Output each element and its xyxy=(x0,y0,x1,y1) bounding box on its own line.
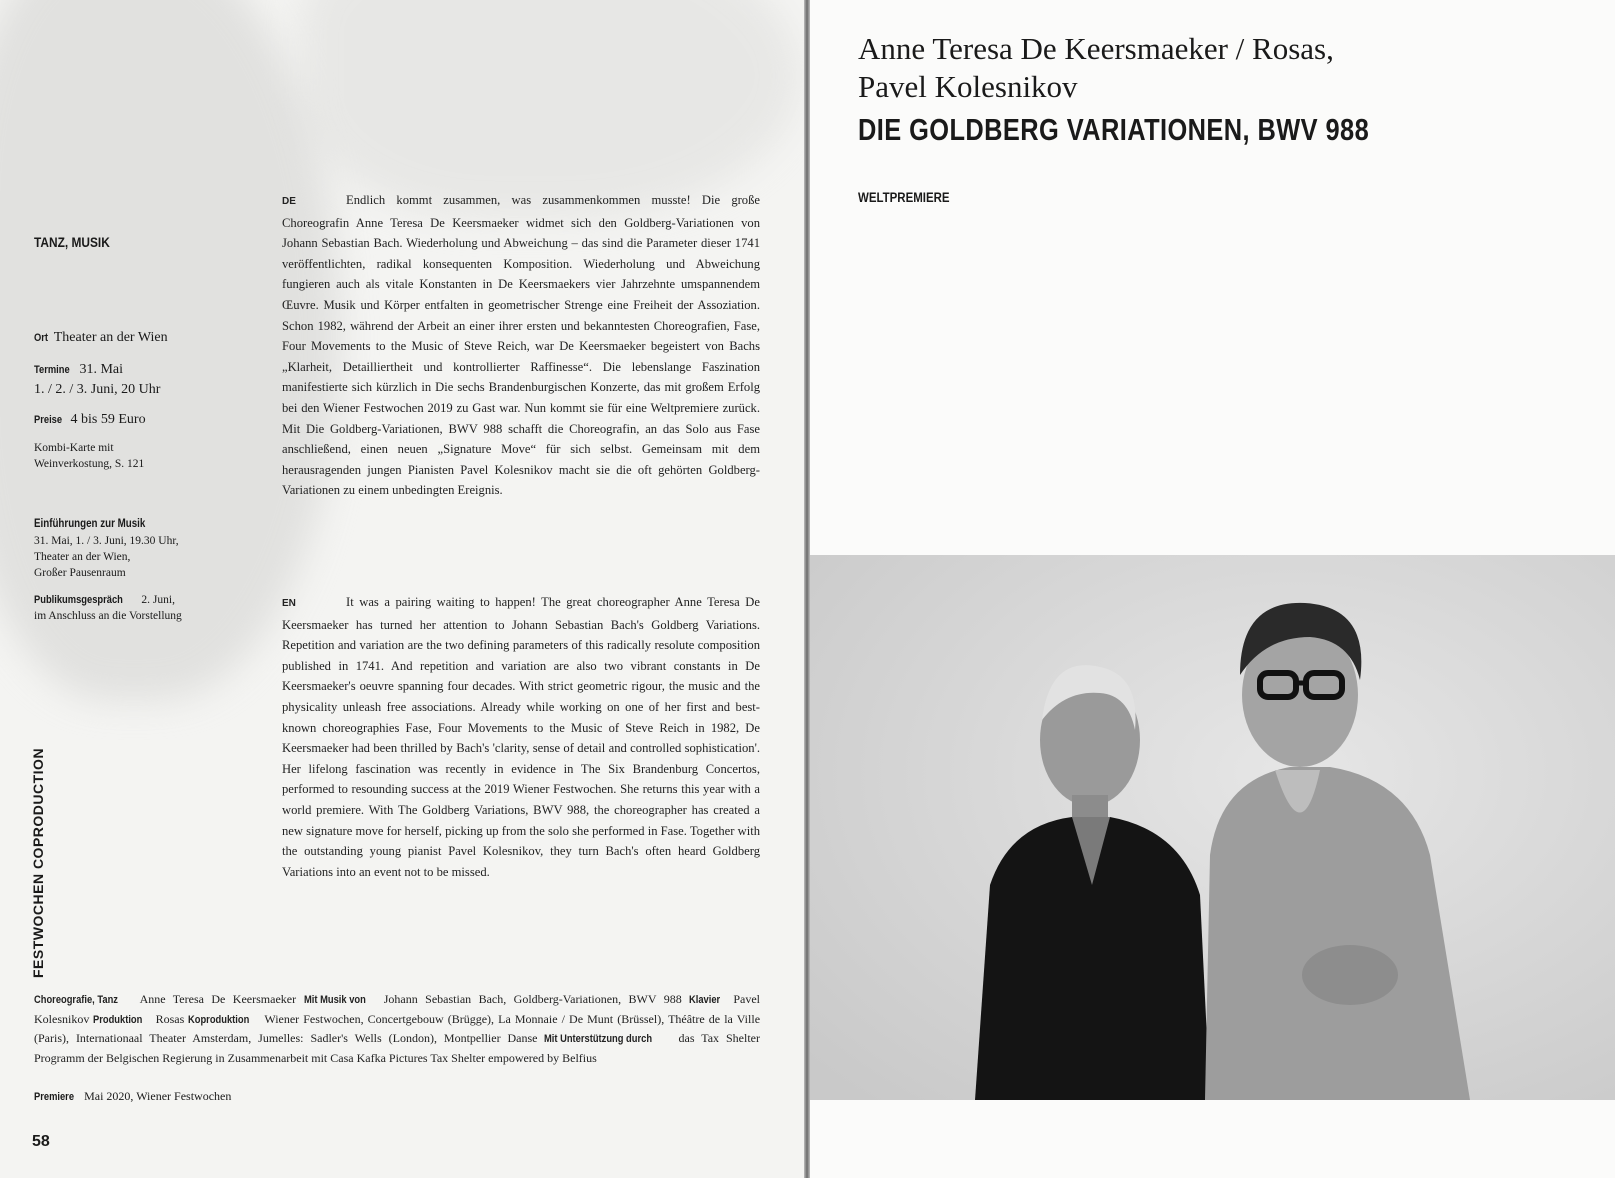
credit-value: Wiener Festwochen, Concertgebouw (Brügge), La Monnaie / De Munt (Brüssel), Théâtre de la Ville (Paris), Internationaal Theater Amsterdam, Jumelles: Sadler's Wells (London), Montpellier Danse xyxy=(34,1011,761,1046)
credit-value: das Tax Shelter Programm der Belgischen Regierung in Zusammenarbeit mit Casa Kafka Pictures Tax Shelter empowered by Belfius xyxy=(34,1031,761,1065)
artist-line-2: Pavel Kolesnikov xyxy=(858,69,1078,104)
credit-label: Koproduktion xyxy=(188,1013,250,1026)
credit-value: Johann Sebastian Bach, Goldberg-Variationen, BWV 988 xyxy=(383,992,682,1006)
portrait-photo xyxy=(810,555,1615,1100)
background-stain xyxy=(300,0,800,220)
dates-label: Termine xyxy=(34,364,70,376)
price-block xyxy=(34,410,254,430)
page-number: 58 xyxy=(32,1133,50,1150)
talk-line-1: 2. Juni, xyxy=(141,594,175,606)
right-page xyxy=(810,0,1615,1178)
dates-block xyxy=(34,360,254,399)
artist-names xyxy=(858,30,1578,106)
venue-value: Theater an der Wien xyxy=(53,330,168,345)
credit-value: Rosas xyxy=(155,1011,185,1026)
venue-label: Ort xyxy=(34,332,49,344)
premiere-value: Mai 2020, Wiener Festwochen xyxy=(84,1089,232,1103)
german-body-text: Endlich kommt zusammen, was zusammenkommen musste! Die große Choreografin Anne Teresa De Keersmaeker widmet sich den Goldberg-Variationen von Johann Sebastian Bach. Wiederholung und Abweichung – das sind die Parameter dieser 1741 veröffentlichten, radikal konsequenten Komposition. Wiederholung und Abweichung fungieren auch als vitale Konstanten in De Keersmaekers vier Jahrzehnte umspannendem Œuvre. Musik und Körper entfalten in geometrischer Strenge eine Freiheit der Assoziation. Schon 1982, während der Arbeit an einer ihrer ersten und bekanntesten Choreografien, Fase, Four Movements to the Music of Steve Reich, war De Keersmaeker begeistert von Bachs „Klarheit, Detailliertheit und kontrollierter Raffinesse“. Die lebenslange Faszination manifestierte sich kürzlich in Die sechs Brandenburgischen Konzerte, das mit großem Erfolg bei den Wiener Festwochen 2019 zu Gast war. Nun kommt sie für eine Weltpremiere zurück. Mit Die Goldberg-Variationen, BWV 988 schafft die Choreografin, an das Solo aus Fase anschließend, einen neuen „Signature Move“ für sich selbst. Gemeinsam mit dem herausragenden jungen Pianisten Pavel Kolesnikov macht sie die oft gehörten Goldberg-Variationen zu einem unbedingten Ereignis. xyxy=(282,193,760,498)
talk-line-2: im Anschluss an die Vorstellung xyxy=(34,610,182,622)
dates-line-2: 1. / 2. / 3. Juni, 20 Uhr xyxy=(34,382,161,397)
talk-label: Publikumsgespräch xyxy=(34,594,123,606)
talk-block xyxy=(34,592,254,624)
production-title: DIE GOLDBERG VARIATIONEN, BWV 988 xyxy=(858,112,1370,147)
combo-line-1: Kombi-Karte mit xyxy=(34,442,114,454)
english-text-column xyxy=(282,592,760,882)
intro-block xyxy=(34,514,254,581)
credit-label: Mit Musik von xyxy=(303,994,366,1006)
intro-line-3: Großer Pausenraum xyxy=(34,567,126,579)
price-label: Preise xyxy=(34,414,63,426)
credits-block xyxy=(34,990,760,1067)
credit-label: Produktion xyxy=(93,1013,143,1026)
lang-label-en: EN xyxy=(282,598,296,609)
german-text-column xyxy=(282,190,760,501)
portrait-illustration xyxy=(810,555,1615,1100)
premiere-line xyxy=(34,1089,231,1104)
credit-value: Anne Teresa De Keersmaeker xyxy=(139,992,297,1006)
venue-block xyxy=(34,328,254,348)
intro-line-1: 31. Mai, 1. / 3. Juni, 19.30 Uhr, xyxy=(34,535,179,547)
artist-line-1: Anne Teresa De Keersmaeker / Rosas, xyxy=(858,31,1334,66)
price-value: 4 bis 59 Euro xyxy=(70,412,146,427)
dates-line-1: 31. Mai xyxy=(79,362,124,377)
premiere-label: Premiere xyxy=(34,1091,75,1103)
left-page xyxy=(0,0,804,1178)
credit-label: Mit Unterstützung durch xyxy=(544,1033,653,1046)
coproduction-vertical-label: FESTWOCHEN COPRODUCTION xyxy=(30,747,46,978)
english-body-text: It was a pairing waiting to happen! The great choreographer Anne Teresa De Keersmaeker has turned her attention to Johann Sebastian Bach's Goldberg Variations. Repetition and variation are the two defining parameters of this radically resolute composition published in 1741. And repetition and variation are also two vibrant constants in De Keersmaeker's oeuvre spanning four decades. With strict geometric rigour, the music and the physicality unleash free associations. Already while working on one of her first and best-known choreographies Fase, Four Movements to the Music of Steve Reich in 1982, De Keersmaeker had been thrilled by Bach's 'clarity, sense of detail and controlled sophistication'. Her lifelong fascination was recently in evidence in The Six Brandenburg Concertos, performed to resounding success at the 2019 Wiener Festwochen. She returns this year with a world premiere. With The Goldberg Variations, BWV 988, the choreographer has created a new signature move for herself, picking up from the solo she performed in Fase. Together with the outstanding young pianist Pavel Kolesnikov, they turn Bach's often heard Goldberg Variations into an event not to be missed. xyxy=(282,595,760,879)
category-label: TANZ, MUSIK xyxy=(34,234,110,250)
combo-ticket-block xyxy=(34,440,254,472)
credit-value: Pavel Kolesnikov xyxy=(34,992,760,1026)
credit-label: Klavier xyxy=(689,994,721,1006)
lang-label-de: DE xyxy=(282,196,296,207)
world-premiere-badge: WELTPREMIERE xyxy=(858,190,950,205)
combo-line-2: Weinverkostung, S. 121 xyxy=(34,458,145,470)
credit-label: Choreografie, Tanz xyxy=(34,994,118,1006)
intro-label: Einführungen zur Musik xyxy=(34,518,146,530)
intro-line-2: Theater an der Wien, xyxy=(34,551,131,563)
